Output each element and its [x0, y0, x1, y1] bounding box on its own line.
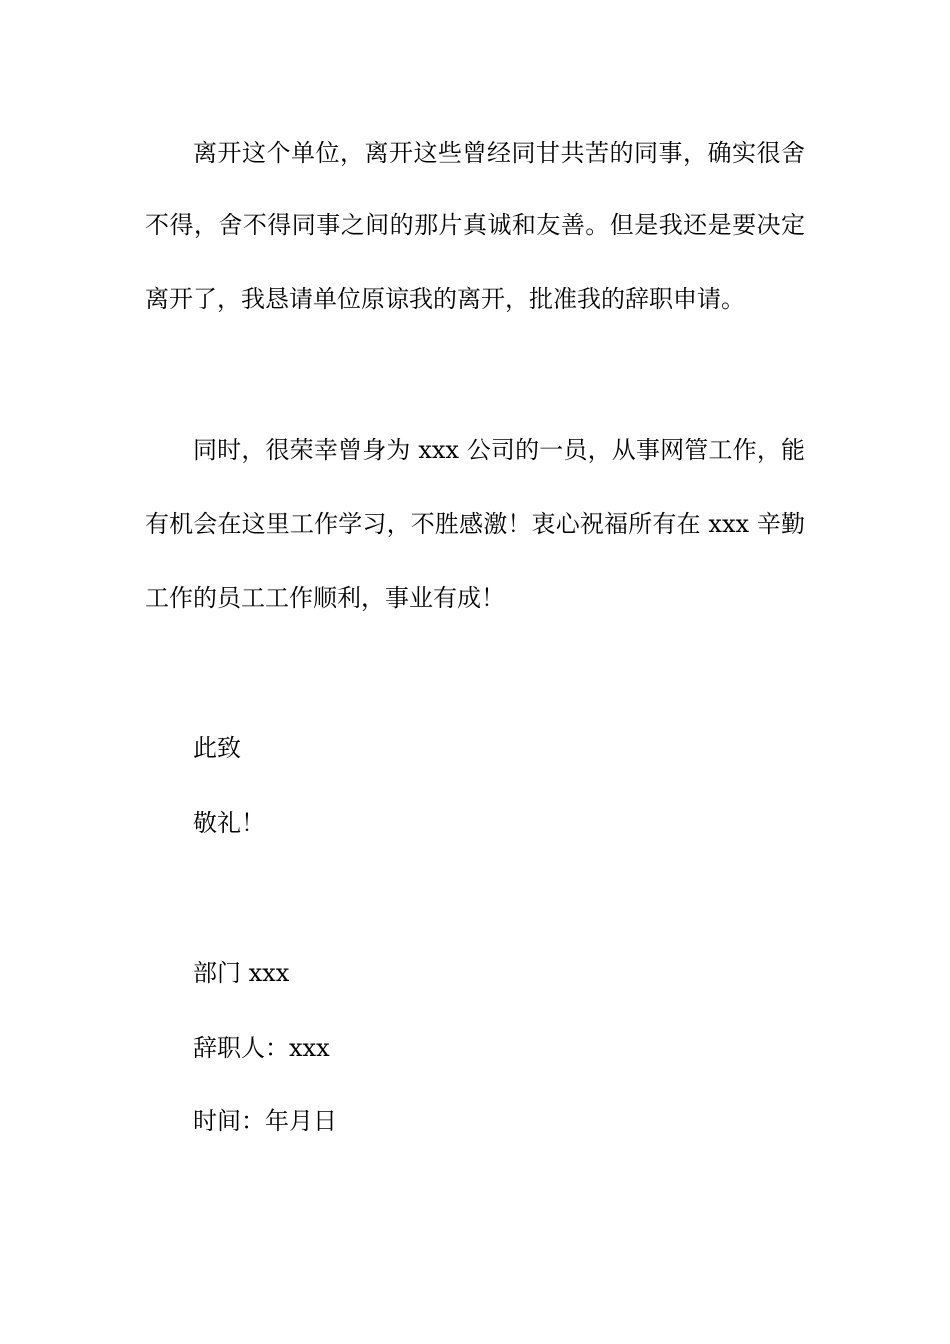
closing-salutation: 此致 [193, 734, 241, 762]
signature-resigner: 辞职人：xxx [193, 1034, 330, 1062]
signature-department: 部门 xxx [193, 959, 290, 987]
paragraph-line: 不得，舍不得同事之间的那片真诚和友善。但是我还是要决定 [145, 211, 805, 239]
paragraph-line: 工作的员工工作顺利，事业有成！ [145, 584, 505, 612]
paragraph-line: 有机会在这里工作学习，不胜感激！衷心祝福所有在 xxx 辛勤 [145, 510, 805, 538]
paragraph-line: 离开这个单位，离开这些曾经同甘共苦的同事，确实很舍 [193, 139, 805, 167]
closing-regards: 敬礼！ [193, 809, 265, 837]
paragraph-line: 同时，很荣幸曾身为 xxx 公司的一员，从事网管工作，能 [193, 436, 805, 464]
paragraph-line: 离开了，我恳请单位原谅我的离开，批准我的辞职申请。 [145, 285, 745, 313]
signature-date: 时间：年月日 [193, 1107, 337, 1135]
